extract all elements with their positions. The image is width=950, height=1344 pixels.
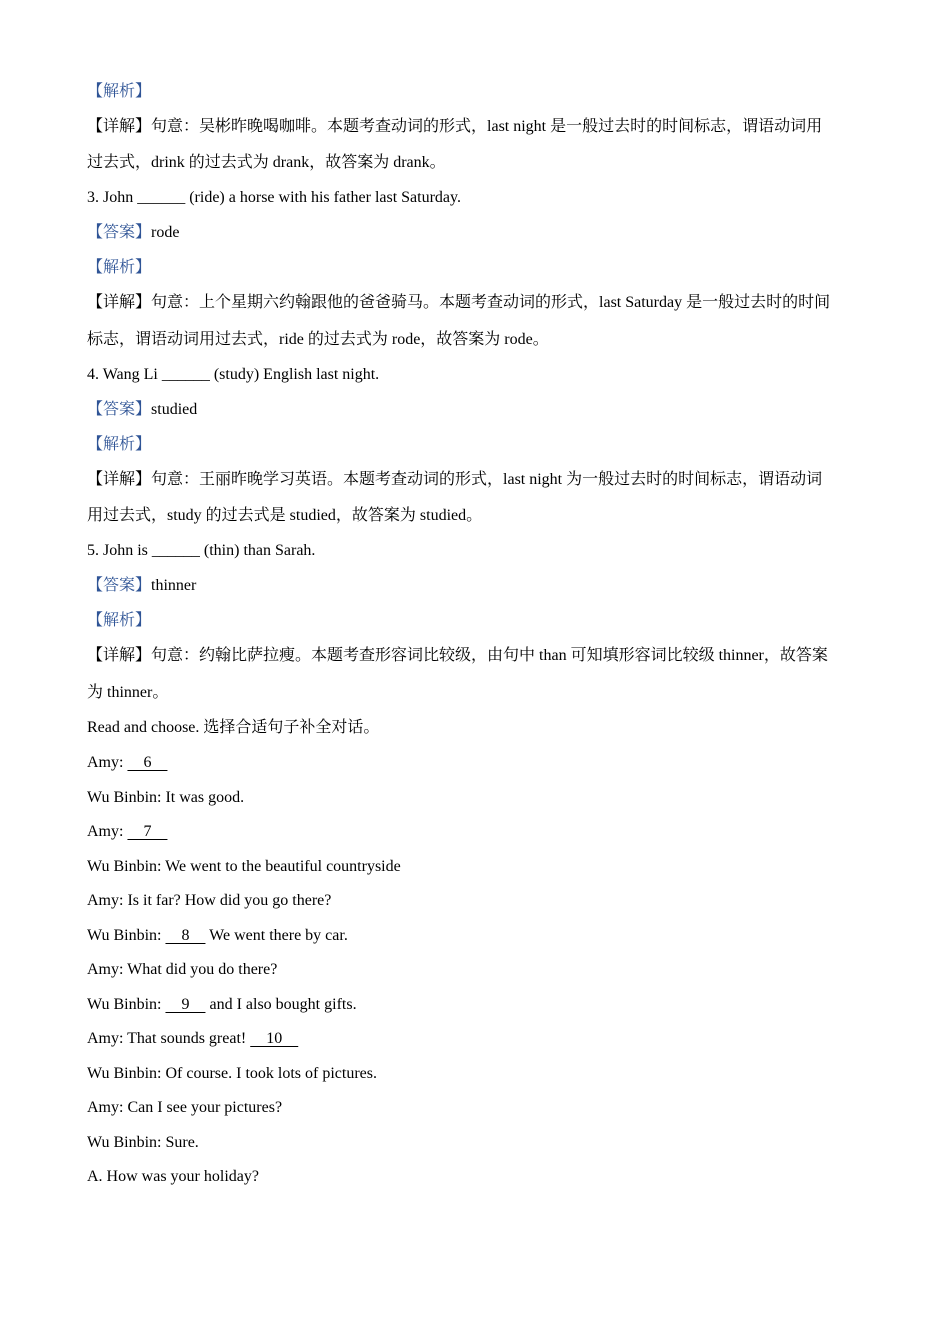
dialogue-line-11: Amy: Can I see your pictures?: [87, 1099, 283, 1116]
q4-analysis-label: 【解析】: [87, 436, 152, 453]
q5-detail-line-2: 为 thinner。: [87, 684, 169, 701]
q2-detail-line-1: [87, 117, 822, 137]
line-text: and I also bought gifts.: [205, 996, 357, 1013]
dialogue-line-5: Amy: Is it far? How did you go there?: [87, 892, 332, 909]
dialogue-line-12: Wu Binbin: Sure.: [87, 1134, 199, 1151]
dialogue-line-3: [87, 822, 167, 842]
detail-label: 【详解】: [87, 118, 152, 135]
q4-detail-text-1: 句意：王丽昨晚学习英语。本题考查动词的形式，last night 为一般过去时的时间标志，谓语动词: [151, 471, 823, 488]
q2-analysis-label: 【解析】: [87, 83, 152, 100]
q4-detail-line-1: [87, 470, 822, 490]
q3-answer-line: [87, 223, 179, 243]
speaker-text: Wu Binbin:: [87, 927, 166, 944]
blank-10: 10: [250, 1030, 299, 1047]
detail-label: 【详解】: [87, 471, 152, 488]
option-a: A. How was your holiday?: [87, 1168, 259, 1185]
q5-answer-line: [87, 576, 196, 596]
answer-label: 【答案】: [87, 224, 152, 241]
q3-answer: rode: [151, 224, 180, 241]
blank-9: 9: [165, 996, 206, 1013]
q2-detail-text-1: 句意：吴彬昨晚喝咖啡。本题考查动词的形式，last night 是一般过去时的时间标志，谓语动词用: [151, 118, 823, 135]
q3-analysis-label: 【解析】: [87, 259, 152, 276]
speaker-text: Amy:: [87, 823, 128, 840]
blank-7: 7: [127, 823, 168, 840]
speaker-text: Amy:: [87, 754, 128, 771]
answer-label: 【答案】: [87, 577, 152, 594]
q5-detail-line-1: [87, 646, 828, 666]
q3-detail-line-1: [87, 293, 830, 313]
line-text: We went there by car.: [205, 927, 348, 944]
q5-analysis-label: 【解析】: [87, 612, 152, 629]
q5-answer: thinner: [151, 577, 197, 594]
speaker-text: Wu Binbin:: [87, 996, 166, 1013]
q4-question: 4. Wang Li ______ (study) English last night.: [87, 366, 380, 383]
q4-detail-line-2: 用过去式，study 的过去式是 studied，故答案为 studied。: [87, 507, 483, 524]
q4-answer: studied: [151, 401, 198, 418]
blank-8: 8: [165, 927, 206, 944]
detail-label: 【详解】: [87, 294, 152, 311]
speaker-text: Amy: That sounds great!: [87, 1030, 251, 1047]
dialogue-line-9: [87, 1029, 298, 1049]
dialogue-line-4: Wu Binbin: We went to the beautiful countryside: [87, 858, 401, 875]
dialogue-line-7: Amy: What did you do there?: [87, 961, 278, 978]
dialogue-line-8: [87, 995, 357, 1015]
q2-detail-line-2: 过去式，drink 的过去式为 drank，故答案为 drank。: [87, 154, 446, 171]
dialogue-line-1: [87, 753, 167, 773]
blank-6: 6: [127, 754, 168, 771]
section-title: Read and choose. 选择合适句子补全对话。: [87, 719, 380, 736]
dialogue-line-10: Wu Binbin: Of course. I took lots of pictures.: [87, 1065, 377, 1082]
dialogue-line-2: Wu Binbin: It was good.: [87, 789, 245, 806]
q3-question: 3. John ______ (ride) a horse with his father last Saturday.: [87, 189, 461, 206]
answer-label: 【答案】: [87, 401, 152, 418]
q5-detail-text-1: 句意：约翰比萨拉瘦。本题考查形容词比较级，由句中 than 可知填形容词比较级 thinner，故答案: [151, 647, 828, 664]
q4-answer-line: [87, 400, 197, 420]
detail-label: 【详解】: [87, 647, 152, 664]
dialogue-line-6: [87, 926, 348, 946]
q3-detail-line-2: 标志，谓语动词用过去式，ride 的过去式为 rode，故答案为 rode。: [87, 331, 549, 348]
q3-detail-text-1: 句意：上个星期六约翰跟他的爸爸骑马。本题考查动词的形式，last Saturday 是一般过去时的时间: [151, 294, 831, 311]
q5-question: 5. John is ______ (thin) than Sarah.: [87, 542, 316, 559]
